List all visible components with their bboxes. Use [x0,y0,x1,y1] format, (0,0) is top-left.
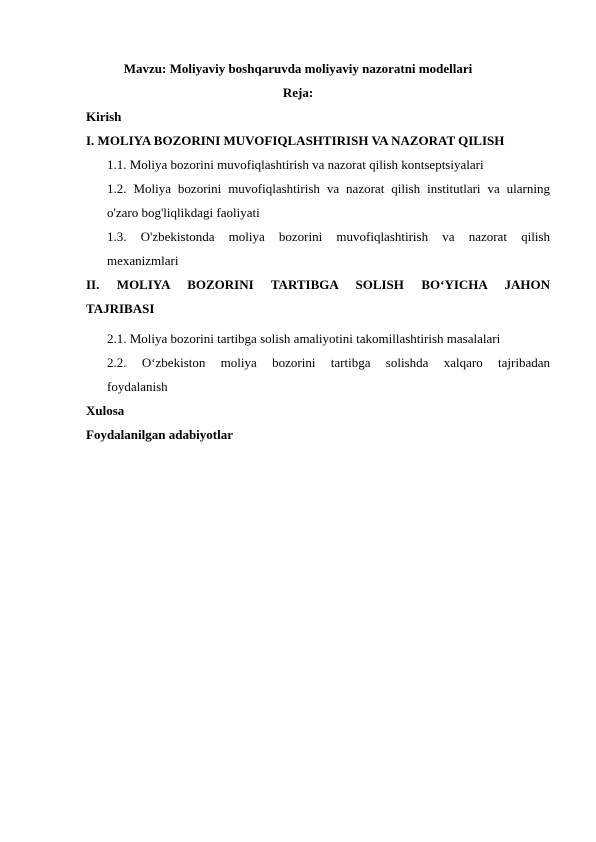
plan-heading: Reja: [282,85,314,100]
section1-heading: I. MOLIYA BOZORINI MUVOFIQLASHTIRISH VA NAZORAT QILISH [86,133,505,148]
section2-item1: 2.1. Moliya bozorini tartibga solish amaliyotini takomillashtirish masalalari [107,331,501,346]
outline-conclusion: Xulosa [86,403,125,418]
document-title: Mavzu: Moliyaviy boshqaruvda moliyaviy nazoratni modellari [123,61,473,76]
section1-item1: 1.1. Moliya bozorini muvofiqlashtirish va nazorat qilish kontseptsiyalari [107,157,484,172]
section1-item2-line1: 1.2. Moliya bozorini muvofiqlashtirish va nazorat qilish institutlari va ularning [107,181,550,196]
section2-item2-line1: 2.2. O‘zbekiston moliya bozorini tartibga solishda xalqaro tajribadan [107,355,550,370]
outline-intro: Kirish [86,109,122,124]
section2-heading-line2: TAJRIBASI [86,301,155,316]
section1-item3-line2: mexanizmlari [107,253,179,268]
outline-references: Foydalanilgan adabiyotlar [86,427,233,442]
section1-item3-line1: 1.3. O'zbekistonda moliya bozorini muvofiqlashtirish va nazorat qilish [107,229,550,244]
section2-heading-line1: II. MOLIYA BOZORINI TARTIBGA SOLISH BO‘YICHA JAHON [86,277,550,292]
section2-item2-line2: foydalanish [107,379,168,394]
section1-item2-line2: o'zaro bog'liqlikdagi faoliyati [107,205,260,220]
